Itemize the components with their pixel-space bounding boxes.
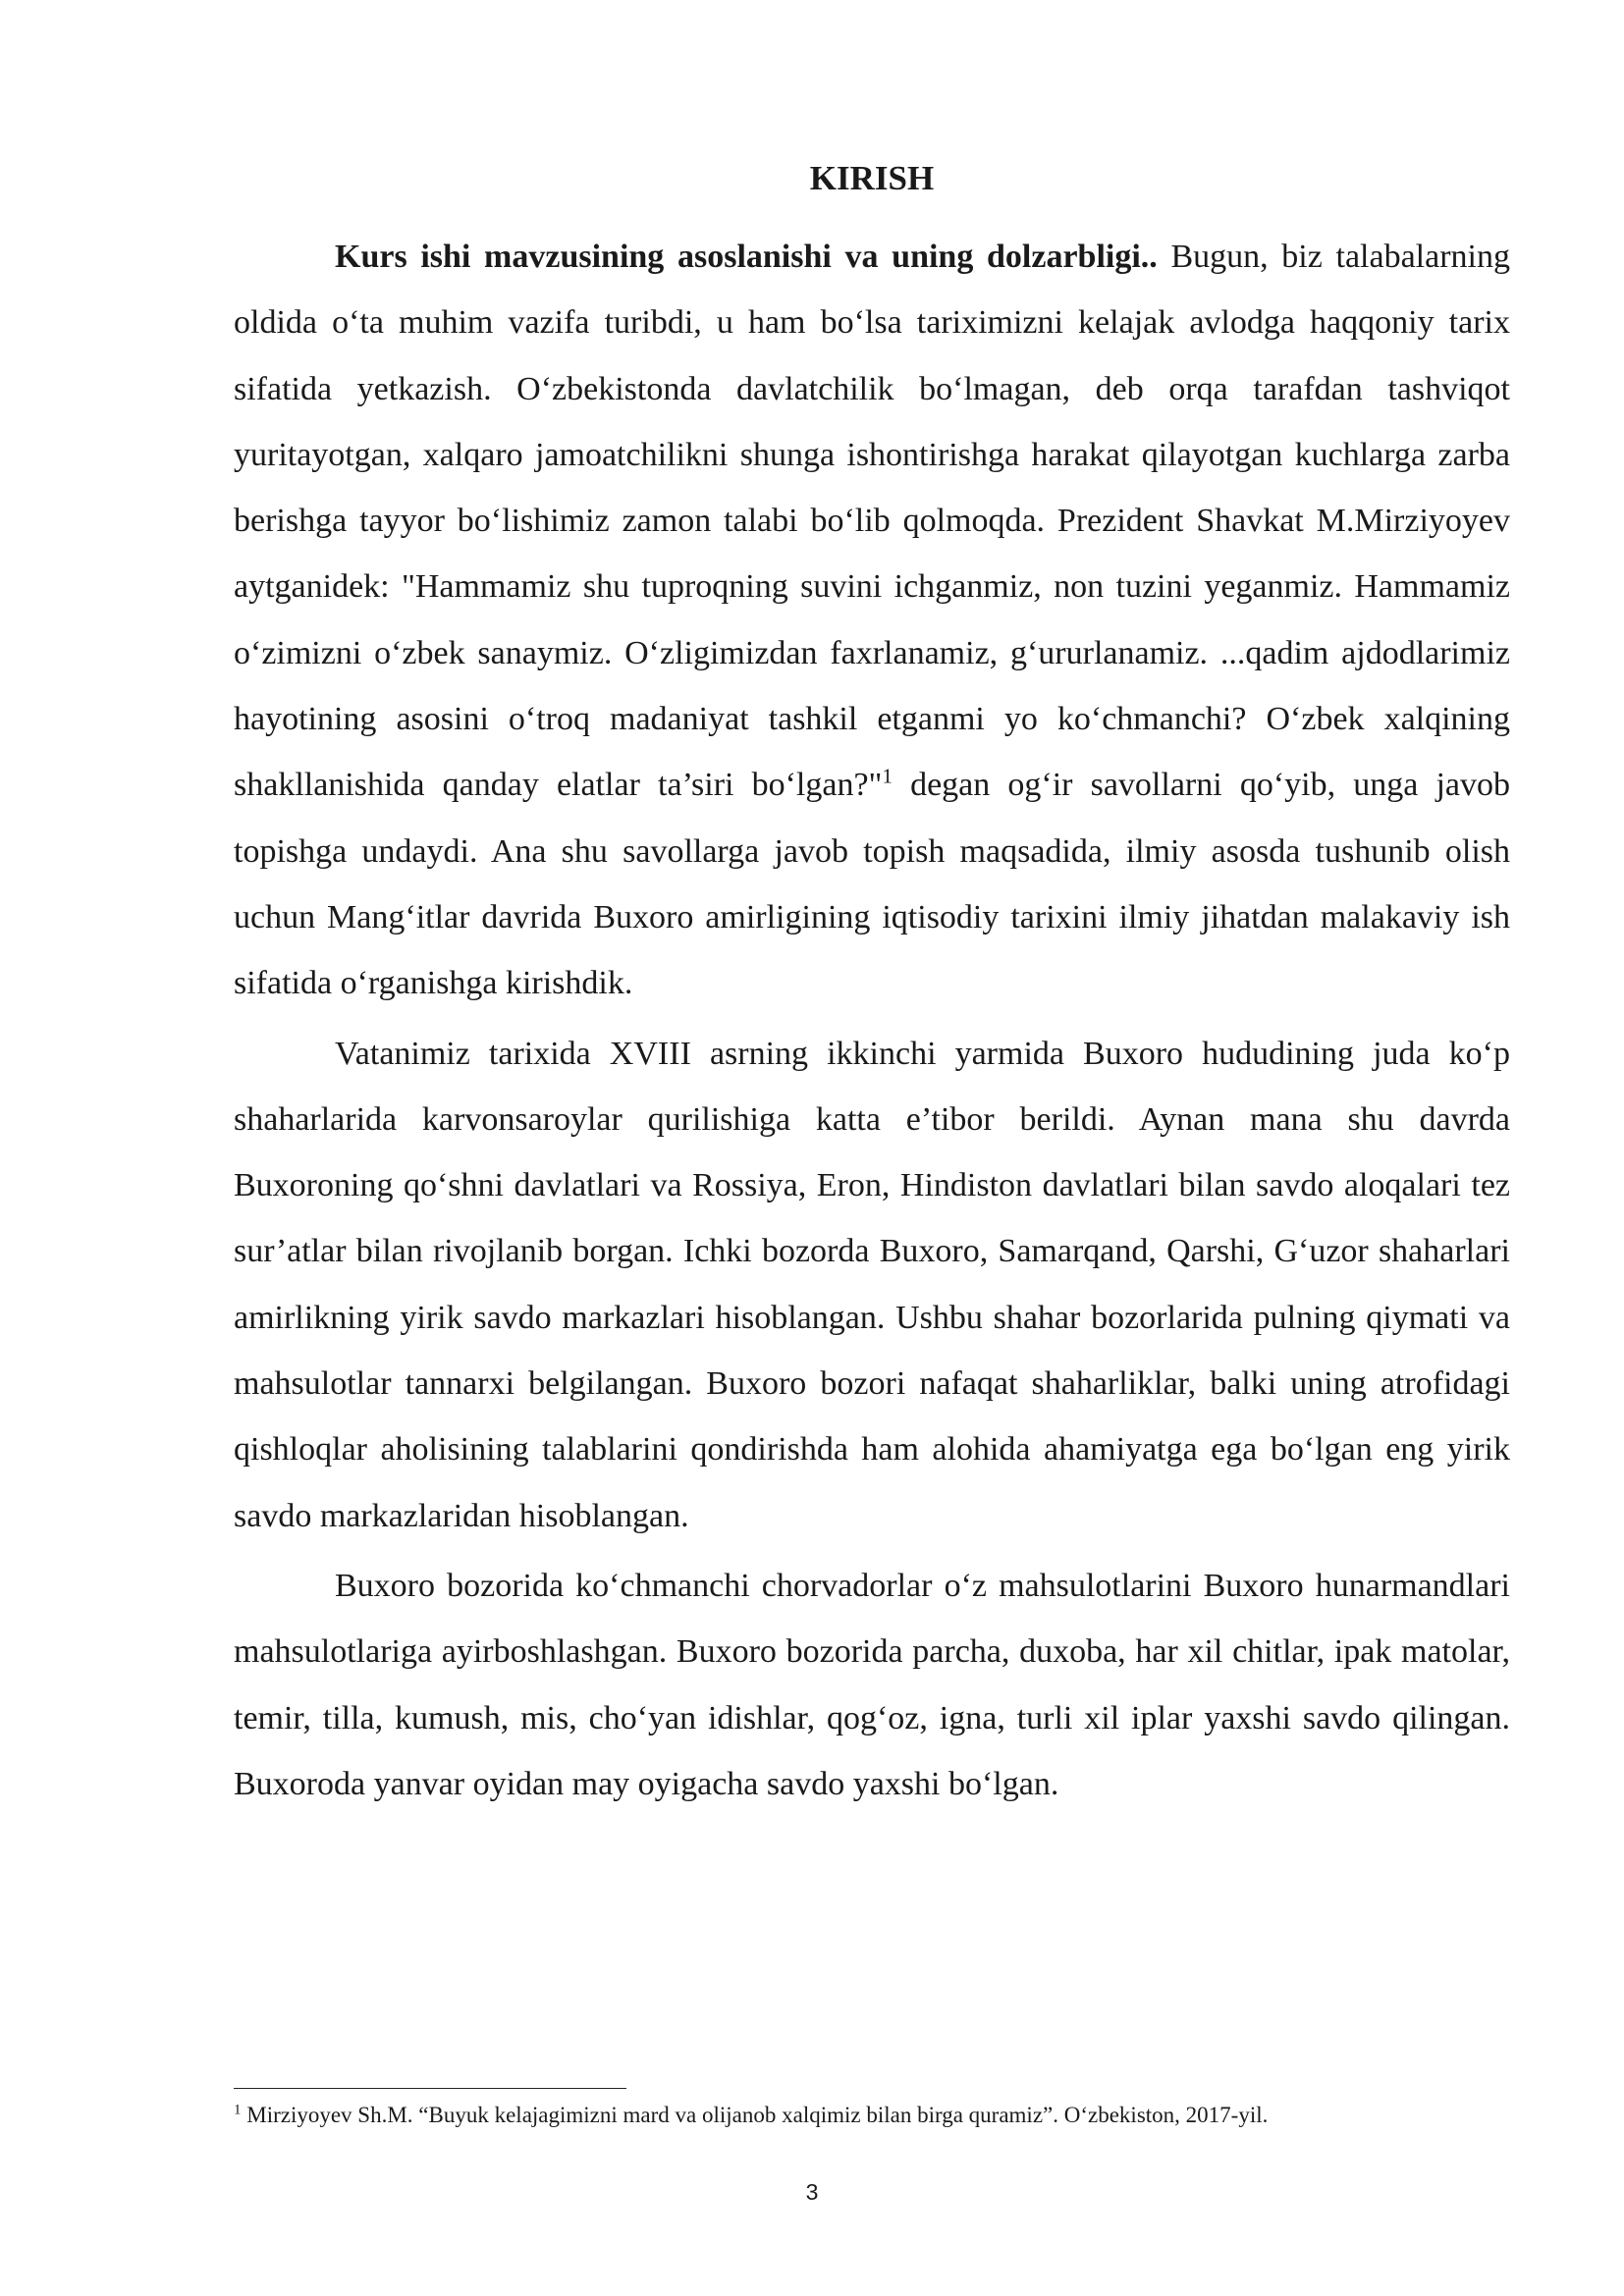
paragraph-intro [234,224,1510,1017]
page-body [234,157,1510,1821]
paragraph-trade-history: Vatanimiz tarixida XVIII asrning ikkinchi yarmida Buxoro hududining juda ko‘p shaharlarida karvonsaroylar qurilishiga katta e’tibor berildi. Aynan mana shu davrda Buxoroning qo‘shni davlatlari va Rossiya, Eron, Hindiston davlatlari bilan savdo aloqalari tez sur’atlar bilan rivojlanib borgan. Ichki bozorda Buxoro, Samarqand, Qarshi, G‘uzor shaharlari amirlikning yirik savdo markazlari hisoblangan. Ushbu shahar bozorlarida pulning qiymati va mahsulotlar tannarxi belgilangan. Buxoro bozori nafaqat shaharliklar, balki uning atrofidagi qishloqlar aholisining talablarini qondirishda ham alohida ahamiyatga ega bo‘lgan eng yirik savdo markazlaridan hisoblangan. [234,1035,1510,1534]
footnote [234,2101,1510,2130]
paragraph-bukhara-market: Buxoro bozorida ko‘chmanchi chorvadorlar o‘z mahsulotlarini Buxoro hunarmandlari mahsulotlariga ayirboshlashgan. Buxoro bozorida parcha, duxoba, har xil chitlar, ipak matolar, temir, tilla, kumush, mis, cho‘yan idishlar, qog‘oz, igna, turli xil iplar yaxshi savdo qilingan. Buxoroda yanvar oyidan may oyigacha savdo yaxshi bo‘lgan. [234,1567,1510,1802]
footnote-mark: 1 [234,2102,242,2118]
page-title: KIRISH [809,159,935,197]
footnote-separator [234,2088,626,2089]
paragraph-text: Bugun, biz talabalarning oldida o‘ta muhim vazifa turibdi, u ham bo‘lsa tariximizni kelajak avlodga haqqoniy tarix sifatida yetkazish. O‘zbekistonda davlatchilik bo‘lmagan, deb orqa tarafdan tashviqot yuritayotgan, xalqaro jamoatchilikni shunga ishontirishga harakat qilayotgan kuchlarga zarba berishga tayyor bo‘lishimiz zamon talabi bo‘lib qolmoqda. Prezident Shavkat M.Mirziyoyev aytganidek: "Hammamiz shu tuproqning suvini ichganmiz, non tuzini yeganmiz. Hammamiz o‘zimizni o‘zbek sanaymiz. O‘zligimizdan faxrlanamiz, g‘ururlanamiz. ...qadim ajdodlarimiz hayotining asosini o‘troq madaniyat tashkil etganmi yo ko‘chmanchi? O‘zbek xalqining shakllanishida qanday elatlar ta’siri bo‘lgan?" [234,239,1510,804]
paragraph-lead-heading: Kurs ishi mavzusining asoslanishi va uning dolzarbligi.. [335,239,1158,275]
page-number: 3 [805,2179,819,2205]
footnote-reference[interactable]: 1 [882,765,893,789]
footnote-text: Mirziyoyev Sh.M. “Buyuk kelajagimizni mard va olijanob xalqimiz bilan birga quramiz”. O‘zbekiston, 2017-yil. [241,2103,1269,2127]
paragraph-text-continued: degan og‘ir savollarni qo‘yib, unga javob topishga undaydi. Ana shu savollarga javob topish maqsadida, ilmiy asosda tushunib olish uchun Mang‘itlar davrida Buxoro amirligining iqtisodiy tarixini ilmiy jihatdan malakaviy ish sifatida o‘rganishga kirishdik. [234,767,1510,1002]
